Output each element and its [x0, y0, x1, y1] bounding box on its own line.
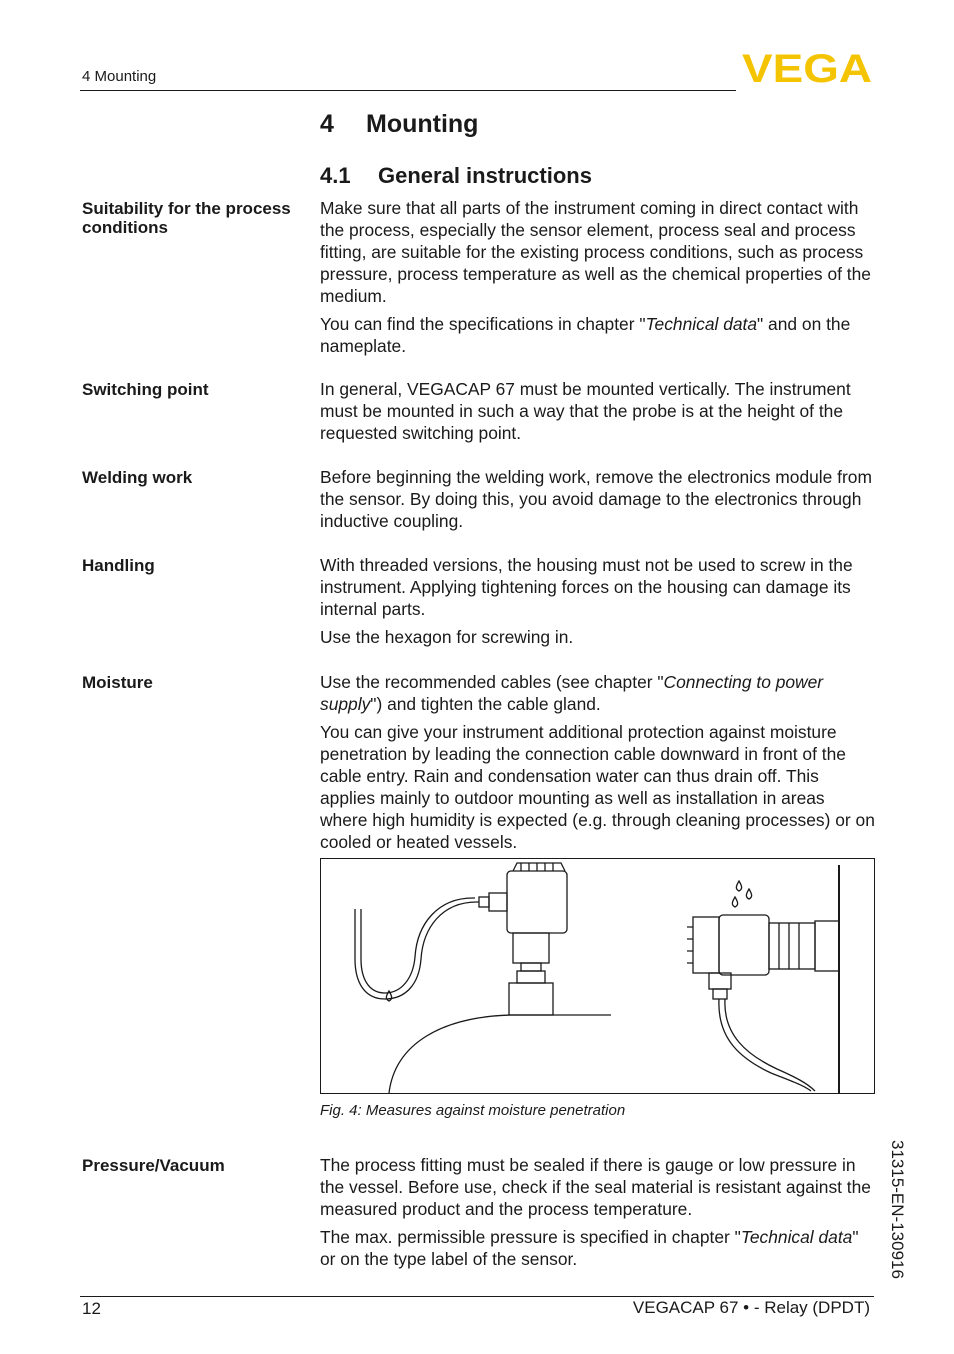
page-number: 12 [82, 1299, 101, 1318]
sensor-housing-horizontal [719, 915, 769, 975]
water-drop-icon [746, 889, 751, 899]
section-handling [320, 554, 876, 654]
water-drop-icon [732, 897, 737, 907]
header-section-label: 4 Mounting [82, 68, 157, 85]
section-title: General instructions [378, 163, 592, 188]
sensor-housing [507, 871, 567, 933]
wall-socket [815, 921, 839, 971]
hexagon [517, 971, 545, 983]
sidebar-label-suitability: Suitability for the process conditions [82, 199, 291, 237]
sensor-housing-neck [513, 933, 549, 963]
paragraph: With threaded versions, the housing must not be used to screw in the instrument. Applying tightening forces on the housing can damage its internal parts. [320, 555, 853, 619]
moisture-figure [320, 858, 875, 1094]
cable-down [719, 999, 811, 1091]
process-fitting [509, 983, 553, 1015]
moisture-illustration [321, 859, 874, 1093]
document-code: 31315-EN-130916 [888, 1140, 907, 1279]
chapter-heading [320, 110, 478, 139]
paragraph: Use the hexagon for screwing in. [320, 627, 574, 647]
chapter-reference: Connecting to power supply [320, 672, 824, 714]
logo-text: VEGA [742, 52, 872, 84]
vega-logo [742, 52, 874, 84]
section-suitability [320, 197, 876, 363]
figure-caption: Fig. 4: Measures against moisture penetration [320, 1102, 626, 1119]
sidebar-label-welding-work: Welding work [82, 468, 193, 487]
paragraph: Before beginning the welding work, remove the electronics module from the sensor. By doing this, you avoid damage to the electronics through inductive coupling. [320, 467, 872, 531]
sidebar-label-moisture: Moisture [82, 673, 153, 692]
product-title: VEGACAP 67 • - Relay (DPDT) [632, 1298, 870, 1317]
paragraph: In general, VEGACAP 67 must be mounted vertically. The instrument must be mounted in such a way that the probe is at the height of the requested switching point. [320, 379, 851, 443]
section-pressure-vacuum [320, 1154, 876, 1276]
chapter-title: Mounting [366, 110, 479, 138]
process-fitting-horizontal [769, 923, 815, 969]
paragraph: The process fitting must be sealed if there is gauge or low pressure in the vessel. Before use, check if the seal material is resistant against the measured product and the process temperature. [320, 1155, 871, 1219]
sidebar-label-handling: Handling [82, 556, 155, 575]
chapter-number: 4 [320, 110, 334, 138]
paragraph: You can find the specifications in chapter "Technical data" and on the nameplate. [320, 314, 851, 356]
sidebar-label-switching-point: Switching point [82, 380, 209, 399]
paragraph: Make sure that all parts of the instrument coming in direct contact with the process, especially the sensor element, process seal and process fitting, are suitable for the existing process conditions, such as process pressure, process temperature as well as the chemical properties of the medium. [320, 198, 871, 306]
chapter-reference: Technical data [740, 1227, 853, 1247]
water-drop-icon [736, 881, 741, 891]
footer-divider [80, 1296, 874, 1297]
paragraph: Use the recommended cables (see chapter "Connecting to power supply") and tighten the cable gland. [320, 672, 824, 714]
cable-loop [355, 902, 479, 999]
sidebar-label-pressure-vacuum: Pressure/Vacuum [82, 1156, 225, 1175]
cable-gland [489, 893, 507, 911]
section-moisture [320, 671, 876, 859]
section-welding-work [320, 466, 876, 538]
paragraph: The max. permissible pressure is specified in chapter "Technical data" or on the type label of the sensor. [320, 1227, 859, 1269]
vessel-outline [389, 1015, 611, 1093]
header-divider [80, 90, 736, 91]
housing-cover [693, 917, 719, 973]
section-number: 4.1 [320, 163, 351, 188]
section-switching-point [320, 378, 876, 450]
chapter-reference: Technical data [645, 314, 758, 334]
section-heading [320, 163, 592, 189]
paragraph: You can give your instrument additional protection against moisture penetration by leading the connection cable downward in front of the cable entry. Rain and condensation water can thus drain off. This applies mainly to outdoor mounting as well as installation in areas where high humidity is expected (e.g. through cleaning processes) or on cooled or heated vessels. [320, 722, 875, 852]
